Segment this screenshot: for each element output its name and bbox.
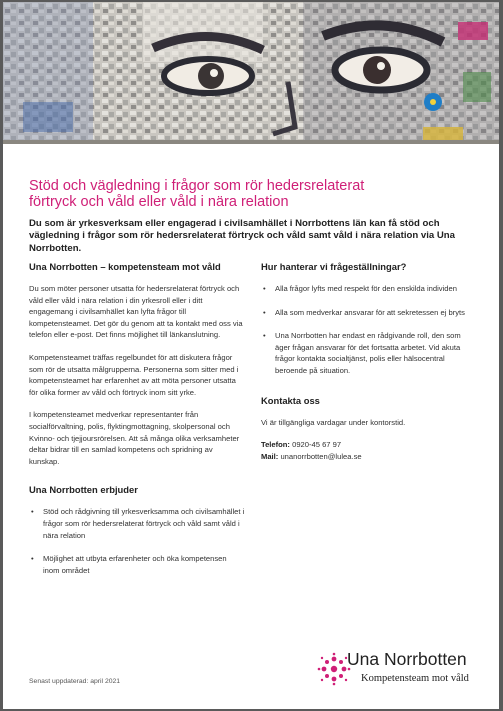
phone-line [261, 439, 477, 451]
mail-label: Mail: [261, 451, 279, 461]
document-title [29, 178, 469, 210]
section-heading-offer: Una Norrbotten erbjuder [29, 484, 138, 496]
bullet-icon: • [263, 307, 266, 317]
logo-tagline: Kompetensteam mot våld [361, 673, 469, 684]
left-column [29, 261, 245, 588]
last-updated: Senast uppdaterad: april 2021 [29, 678, 121, 685]
bullet-icon: • [263, 284, 266, 293]
phone-label: Telefon: [261, 440, 290, 450]
mail-line [261, 451, 477, 463]
section-heading-handling: Hur hanterar vi frågeställningar? [261, 261, 407, 272]
mail-link[interactable]: unanorrbotten@lulea.se [280, 451, 362, 461]
logo-name: Una Norrbotten [347, 649, 467, 669]
bullet-icon: • [31, 554, 34, 564]
hero-mosaic-image [3, 2, 499, 144]
bullet-icon: • [31, 507, 34, 517]
list-item: • Stöd och rådgivning till yrkesverksamma och civilsamhället i frågor som rör hedersrelaterat förtryck och våld samt våld i nära relation [31, 507, 245, 540]
handling-list [261, 283, 477, 377]
paragraph-meetings: Kompetensteamet träffas regelbundet för att diskutera frågor som rör de utsatta målgrupperna. Personerna som sitter med i kompetensteamet har erfarenhet av att möta personer utsatta för olika former av våld och förtryck inom sitt yrke. [29, 352, 239, 397]
title-line-1: Stöd och vägledning i frågor som rör hedersrelaterat [29, 178, 365, 194]
list-item: • Una Norrbotten har endast en rådgivande roll, den som äger frågan ansvarar för det fortsatta arbetet. Vid akuta frågor kontakta socialtjänst, polis eller hälsocentral beroende på situation. [263, 331, 461, 375]
document-page [3, 2, 499, 709]
logo-flower-icon [317, 652, 351, 686]
right-column [261, 261, 477, 462]
phone-number[interactable]: 0920-45 67 97 [292, 440, 342, 450]
list-item: • Möjlighet att utbyta erfarenheter och öka kompetensen inom området [31, 554, 227, 575]
section-heading-contact: Kontakta oss [261, 394, 320, 406]
una-norrbotten-logo [317, 650, 487, 694]
bullet-icon: • [263, 331, 266, 341]
paragraph-representatives: I kompetensteamet medverkar representanter från socialförvaltning, polis, flyktingmottagning, skolpersonal och Kvinno- och tjejjoursrörelsen. Att så många olika verksamheter deltar bidrar till en samlad kompetens och spridning av kunskap. [29, 410, 240, 466]
paragraph-contact-team: Du som möter personer utsatta för hedersrelaterat förtryck och våld eller våld i nära relation i din yrkesroll eller i ditt engagemang i civilsamhället kan lyfta frågor till kompetensteamet. Det gör du genom att ta kontakt med oss via telefon eller e-post. Det finns möjlighet till länkanslutning. [29, 284, 243, 340]
offer-list [29, 506, 245, 576]
section-heading-team: Una Norrbotten – kompetensteam mot våld [29, 261, 221, 272]
title-line-2: förtryck och våld eller våld i nära relation [29, 194, 289, 210]
list-item: • Alla som medverkar ansvarar för att sekretessen ej bryts [263, 307, 465, 317]
contact-availability: Vi är tillgängliga vardagar under kontorstid. [261, 417, 406, 427]
list-item: • Alla frågor lyfts med respekt för den enskilda individen [263, 284, 457, 293]
intro-paragraph: Du som är yrkesverksam eller engagerad i civilsamhället i Norrbottens län kan få stöd och vägledning i frågor som rör hedersrelaterat förtryck och våld samt våld i nära relation via Una Norrbotten. [29, 218, 455, 254]
